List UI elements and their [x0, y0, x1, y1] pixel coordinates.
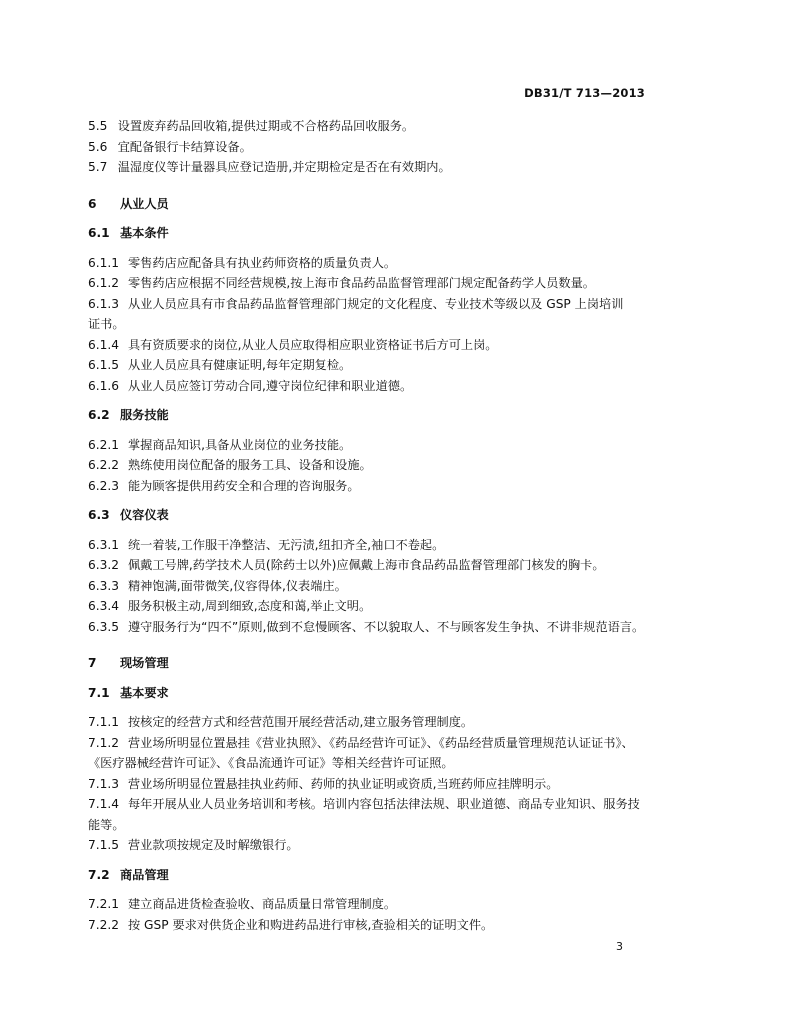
- clause-7-1-2-continued: 《医疗器械经营许可证》、《食品流通许可证》等相关经营许可证照。: [88, 756, 454, 770]
- section-6-heading: [88, 194, 648, 215]
- clause-number: 6.3.1: [88, 537, 120, 552]
- clause-6-1-6: [88, 376, 648, 397]
- clause-6-1-1: [88, 253, 648, 274]
- clause-text: 从业人员应具有市食品药品监督管理部门规定的文化程度、专业技术等级以及 GSP 上岗培训: [128, 296, 624, 311]
- clause-text: 服务积极主动,周到细致,态度和蔼,举止文明。: [128, 599, 372, 613]
- section-number: 7: [88, 656, 97, 670]
- clause-number: 6.2.1: [88, 437, 120, 452]
- clause-6-1-2: [88, 273, 648, 294]
- clause-text: 温湿度仪等计量器具应登记造册,并定期检定是否在有效期内。: [117, 160, 451, 174]
- clause-7-1-1: [88, 712, 648, 733]
- clause-text: 统一着装,工作服干净整洁、无污渍,纽扣齐全,袖口不卷起。: [128, 537, 445, 552]
- clause-number: 7.1.1: [88, 715, 120, 729]
- section-7-1-heading: [88, 683, 648, 704]
- page-number: 3: [616, 940, 623, 953]
- clause-number: 6.3.2: [88, 558, 120, 572]
- clause-6-1-4: [88, 335, 648, 356]
- clause-text: 宜配备银行卡结算设备。: [117, 139, 252, 154]
- clause-7-2-2: [88, 915, 648, 936]
- clause-number: 6.1.2: [88, 276, 120, 290]
- document-code: DB31/T 713—2013: [524, 86, 645, 100]
- clause-6-2-1: [88, 435, 648, 456]
- clause-text: 每年开展从业人员业务培训和考核。培训内容包括法律法规、职业道德、商品专业知识、服务技: [128, 797, 640, 811]
- clause-number: 5.5: [88, 119, 108, 133]
- section-number: 6.1: [88, 226, 110, 240]
- clause-number: 7.2.2: [88, 917, 120, 932]
- clause-text: 按核定的经营方式和经营范围开展经营活动,建立服务管理制度。: [128, 715, 474, 729]
- clause-text: 掌握商品知识,具备从业岗位的业务技能。: [128, 437, 352, 452]
- clause-6-1-3: [88, 294, 648, 315]
- section-number: 6.3: [88, 508, 110, 522]
- section-number: 6: [88, 196, 97, 211]
- clause-text: 佩戴工号牌,药学技术人员(除药士以外)应佩戴上海市食品药品监督管理部门核发的胸卡。: [128, 558, 605, 572]
- clause-text: 按 GSP 要求对供货企业和购进药品进行审核,查验相关的证明文件。: [128, 917, 494, 932]
- clause-6-1-3-continued: 证书。: [88, 317, 125, 331]
- clause-text: 从业人员应签订劳动合同,遵守岗位纪律和职业道德。: [128, 378, 413, 393]
- clause-text: 熟练使用岗位配备的服务工具、设备和设施。: [128, 458, 372, 472]
- clause-number: 6.3.5: [88, 619, 120, 634]
- clause-7-1-4: [88, 794, 648, 815]
- clause-number: 5.6: [88, 139, 108, 154]
- clause-text: 营业场所明显位置悬挂《营业执照》、《药品经营许可证》、《药品经营质量管理规范认证证书》、: [128, 735, 634, 750]
- clause-number: 5.7: [88, 160, 108, 174]
- clause-7-1-2: [88, 733, 648, 754]
- clause-number: 6.3.3: [88, 578, 120, 593]
- section-number: 6.2: [88, 408, 110, 422]
- clause-text: 精神饱满,面带微笑,仪容得体,仪表端庄。: [128, 578, 347, 593]
- section-title: 从业人员: [120, 196, 169, 211]
- clause-number: 7.1.3: [88, 776, 120, 791]
- clause-text: 遵守服务行为“四不”原则,做到不怠慢顾客、不以貌取人、不与顾客发生争执、不讲非规范语言。: [128, 619, 645, 634]
- section-title: 基本条件: [120, 226, 169, 240]
- section-6-1-heading: [88, 223, 648, 244]
- clause-5-5: [88, 116, 648, 137]
- clause-6-2-2: [88, 455, 648, 476]
- clause-6-2-3: [88, 476, 648, 497]
- clause-number: 7.1.5: [88, 838, 120, 852]
- clause-text: 建立商品进货检查验收、商品质量日常管理制度。: [128, 897, 397, 911]
- section-title: 现场管理: [120, 656, 169, 670]
- document-body: [88, 116, 648, 935]
- clause-5-6: [88, 137, 648, 158]
- section-7-heading: [88, 653, 648, 674]
- clause-text: 从业人员应具有健康证明,每年定期复检。: [128, 358, 352, 372]
- section-title: 服务技能: [120, 408, 169, 422]
- clause-6-3-4: [88, 596, 648, 617]
- clause-6-1-5: [88, 355, 648, 376]
- clause-6-3-1: [88, 535, 648, 556]
- clause-number: 6.2.2: [88, 458, 120, 472]
- section-title: 商品管理: [120, 867, 169, 882]
- clause-number: 6.1.3: [88, 296, 120, 311]
- clause-number: 7.1.4: [88, 797, 120, 811]
- section-number: 7.2: [88, 867, 110, 882]
- clause-6-3-3: [88, 576, 648, 597]
- clause-6-3-5: [88, 617, 648, 638]
- clause-7-2-1: [88, 894, 648, 915]
- clause-number: 6.1.6: [88, 378, 120, 393]
- section-6-2-heading: [88, 405, 648, 426]
- section-6-3-heading: [88, 505, 648, 526]
- clause-7-1-5: [88, 835, 648, 856]
- clause-text: 零售药店应配备具有执业药师资格的质量负责人。: [128, 255, 397, 270]
- clause-7-1-3: [88, 774, 648, 795]
- section-title: 仪容仪表: [120, 508, 169, 522]
- clause-number: 7.2.1: [88, 897, 120, 911]
- clause-number: 6.1.4: [88, 337, 120, 352]
- clause-text: 营业场所明显位置悬挂执业药师、药师的执业证明或资质,当班药师应挂牌明示。: [128, 776, 559, 791]
- clause-number: 6.3.4: [88, 599, 120, 613]
- section-number: 7.1: [88, 685, 110, 700]
- clause-number: 6.1.1: [88, 255, 120, 270]
- clause-text: 零售药店应根据不同经营规模,按上海市食品药品监督管理部门规定配备药学人员数量。: [128, 276, 595, 290]
- clause-text: 具有资质要求的岗位,从业人员应取得相应职业资格证书后方可上岗。: [128, 337, 498, 352]
- clause-number: 6.1.5: [88, 358, 120, 372]
- clause-text: 能为顾客提供用药安全和合理的咨询服务。: [128, 478, 360, 493]
- clause-number: 6.2.3: [88, 478, 120, 493]
- clause-text: 营业款项按规定及时解缴银行。: [128, 838, 299, 852]
- section-7-2-heading: [88, 865, 648, 886]
- clause-text: 设置废弃药品回收箱,提供过期或不合格药品回收服务。: [117, 119, 415, 133]
- clause-7-1-4-continued: 能等。: [88, 817, 125, 832]
- section-title: 基本要求: [120, 685, 169, 700]
- clause-6-3-2: [88, 555, 648, 576]
- clause-5-7: [88, 157, 648, 178]
- clause-number: 7.1.2: [88, 735, 120, 750]
